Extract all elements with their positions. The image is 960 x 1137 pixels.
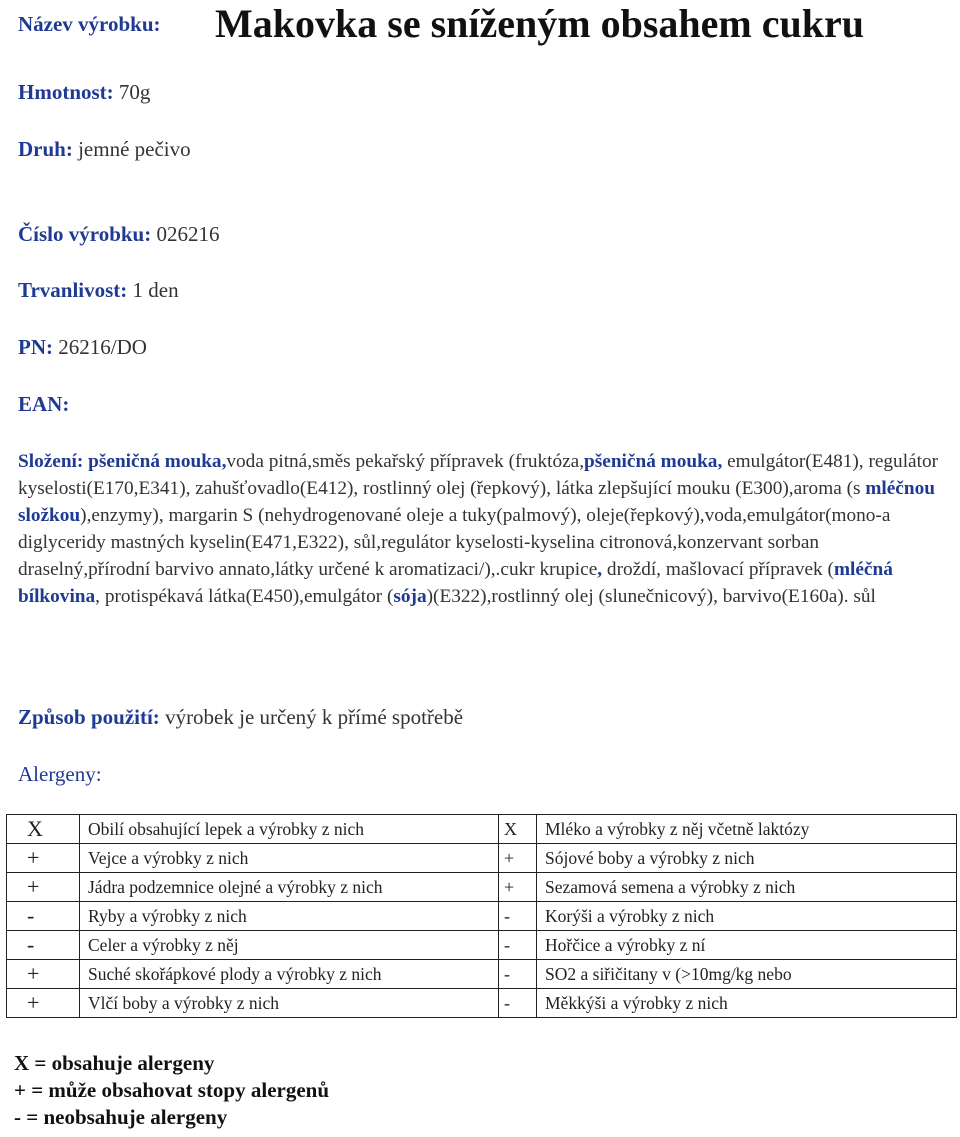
product-number-field xyxy=(18,222,219,247)
shelf-life-field xyxy=(18,278,179,303)
allergen-symbol: + xyxy=(7,989,80,1018)
allergen-symbol: - xyxy=(499,989,537,1018)
allergen-name: Mléko a výrobky z něj včetně laktózy xyxy=(537,815,957,844)
shelf-life-value: 1 den xyxy=(132,278,179,302)
allergen-table xyxy=(6,814,957,1018)
allergen-name: Měkkýši a výrobky z nich xyxy=(537,989,957,1018)
allergen-name: Jádra podzemnice olejné a výrobky z nich xyxy=(80,873,499,902)
composition-segment: ),enzymy), margarin S (nehydrogenované oleje a tuky(palmový), oleje(řepkový),voda,emulgátor(mono-a diglyceridy mastných kyselin(E471,E322), sůl,regulátor kyselosti-kyselina citronová,konzervant sorban draselný,přírodní barvivo annato,látky určené k aromatizaci/),.cukr krupice xyxy=(18,505,891,580)
composition-segment: voda pitná,směs pekařský přípravek (fruktóza, xyxy=(226,451,585,472)
allergen-name: Ryby a výrobky z nich xyxy=(80,902,499,931)
product-number-value: 026216 xyxy=(156,222,220,246)
allergen-legend xyxy=(14,1050,329,1131)
pn-label: PN: xyxy=(18,335,53,359)
table-row xyxy=(7,931,957,960)
legend-not-contains: - = neobsahuje alergeny xyxy=(14,1105,228,1129)
composition-segment-allergen: sója xyxy=(393,586,427,607)
allergen-symbol: X xyxy=(499,815,537,844)
ean-label: EAN: xyxy=(18,392,70,416)
allergen-symbol: - xyxy=(499,960,537,989)
allergen-symbol: + xyxy=(499,873,537,902)
allergen-name: Hořčice a výrobky z ní xyxy=(537,931,957,960)
table-row xyxy=(7,844,957,873)
pn-field xyxy=(18,335,147,360)
composition-segment: )(E322),rostlinný olej (slunečnicový), barvivo(E160a). sůl xyxy=(426,586,876,607)
weight-field xyxy=(18,80,150,105)
allergen-name: Celer a výrobky z něj xyxy=(80,931,499,960)
type-label: Druh: xyxy=(18,137,73,161)
allergen-symbol: - xyxy=(499,931,537,960)
allergen-name: SO2 a siřičitany v (>10mg/kg nebo xyxy=(537,960,957,989)
allergen-name: Obilí obsahující lepek a výrobky z nich xyxy=(80,815,499,844)
composition-segment-allergen: pšeničná mouka, xyxy=(584,451,723,472)
composition-segment: emulgátor(E481), regulátor kyselosti(E170,E341), zahušťovadlo(E412), rostlinný olej (řepkový), látka zlepšující mouku (E300),aroma (s xyxy=(18,451,939,499)
usage-value: výrobek je určený k přímé spotřebě xyxy=(165,705,464,729)
composition-text xyxy=(18,448,948,610)
usage-field xyxy=(18,705,463,730)
legend-may-contain: + = může obsahovat stopy alergenů xyxy=(14,1078,330,1102)
allergen-symbol: + xyxy=(499,844,537,873)
pn-value: 26216/DO xyxy=(58,335,147,359)
type-field xyxy=(18,137,191,162)
type-value: jemné pečivo xyxy=(78,137,191,161)
allergen-name: Sezamová semena a výrobky z nich xyxy=(537,873,957,902)
weight-label: Hmotnost: xyxy=(18,80,114,104)
allergens-heading: Alergeny: xyxy=(18,762,102,786)
allergen-name: Korýši a výrobky z nich xyxy=(537,902,957,931)
product-number-label: Číslo výrobku: xyxy=(18,222,152,246)
table-row xyxy=(7,815,957,844)
legend-contains: X = obsahuje alergeny xyxy=(14,1051,215,1075)
shelf-life-label: Trvanlivost: xyxy=(18,278,128,302)
composition-segment-allergen: mléčná bílkovina xyxy=(18,559,893,607)
allergen-name: Sójové boby a výrobky z nich xyxy=(537,844,957,873)
allergen-symbol: + xyxy=(7,960,80,989)
product-name-label: Název výrobku: xyxy=(18,12,161,36)
table-row xyxy=(7,873,957,902)
weight-value: 70g xyxy=(118,80,151,104)
allergen-symbol: - xyxy=(7,902,80,931)
product-name: Makovka se sníženým obsahem cukru xyxy=(215,1,864,46)
table-row xyxy=(7,960,957,989)
allergen-name: Suché skořápkové plody a výrobky z nich xyxy=(80,960,499,989)
composition-segment: droždí, mašlovací přípravek ( xyxy=(602,559,834,580)
allergen-symbol: X xyxy=(7,815,80,844)
composition-segment-allergen: pšeničná mouka, xyxy=(88,451,227,472)
composition-segment-allergen: , xyxy=(597,559,603,580)
allergen-symbol: + xyxy=(7,873,80,902)
allergen-name: Vejce a výrobky z nich xyxy=(80,844,499,873)
table-row xyxy=(7,989,957,1018)
allergen-name: Vlčí boby a výrobky z nich xyxy=(80,989,499,1018)
usage-label: Způsob použití: xyxy=(18,705,160,729)
composition-segment-allergen: mléčnou složkou xyxy=(18,478,935,526)
allergen-symbol: - xyxy=(7,931,80,960)
allergen-symbol: - xyxy=(499,902,537,931)
ean-field xyxy=(18,392,69,417)
allergen-symbol: + xyxy=(7,844,80,873)
composition-segment: , protispékavá látka(E450),emulgátor ( xyxy=(95,586,394,607)
table-row xyxy=(7,902,957,931)
composition-label: Složení: xyxy=(18,451,84,472)
